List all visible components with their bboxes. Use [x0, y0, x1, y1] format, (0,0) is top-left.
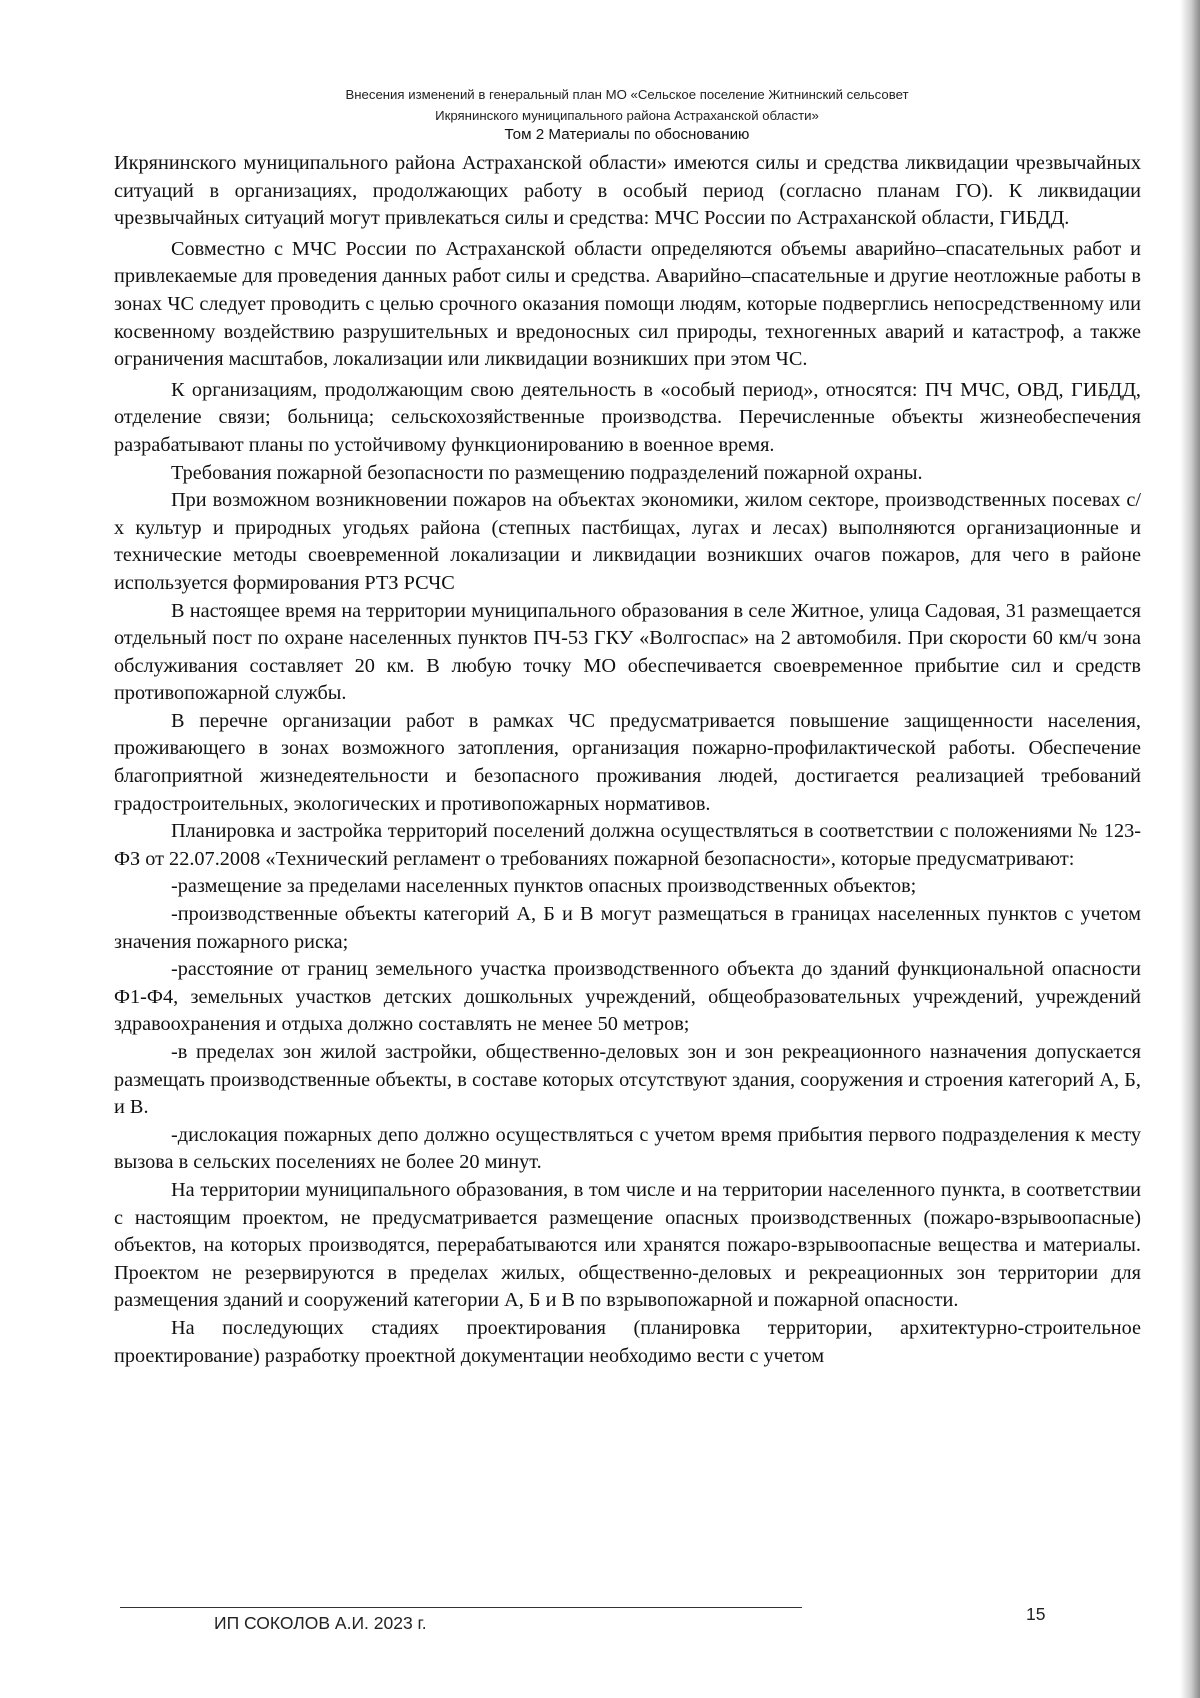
list-item-4: -в пределах зон жилой застройки, общественно-деловых зон и зон рекреационного назначения допускается размещать производственные объекты, в составе которых отсутствуют здания, сооружения и строения категорий А, Б, и В.: [114, 1041, 1141, 1119]
list-item-3: -расстояние от границ земельного участка производственного объекта до зданий функциональной опасности Ф1-Ф4, земельных участков детских дошкольных учреждений, общеобразовательных учреждений, учреждений здравоохранения и отдыха должно составлять не менее 50 метров;: [114, 958, 1141, 1036]
paragraph-5: При возможном возникновении пожаров на объектах экономики, жилом секторе, производственных посевах с/х культур и природных угодьях района (степных пастбищах, лугах и лесах) выполняются организационные и технические методы своевременной локализации и ликвидации возникших очагов пожаров, для чего в районе используется формирования РТЗ РСЧС: [114, 489, 1141, 594]
document-body: [114, 150, 1141, 1370]
paragraph-7: В перечне организации работ в рамках ЧС предусматривается повышение защищенности населения, проживающего в зонах возможного затопления, организация пожарно-профилактической работы. Обеспечение благоприятной жизнедеятельности и безопасного проживания людей, достигается реализацией требований градостроительных, экологических и противопожарных нормативов.: [114, 709, 1141, 815]
header-line-2: Икрянинского муниципального района Астраханской области»: [435, 108, 819, 123]
page-header: [112, 84, 1142, 144]
scan-page-edge: [1180, 0, 1200, 1698]
list-item-2: -производственные объекты категорий А, Б и В могут размещаться в границах населенных пунктов с учетом значения пожарного риска;: [114, 903, 1141, 953]
paragraph-6: В настоящее время на территории муниципального образования в селе Житное, улица Садовая, 31 размещается отдельный пост по охране населенных пунктов ПЧ-53 ГКУ «Волгоспас» на 2 автомобиля. При скорости 60 км/ч зона обслуживания составляет 20 км. В любую точку МО обеспечивается своевременное прибытие сил и средств противопожарной службы.: [114, 599, 1141, 705]
paragraph-1: Икрянинского муниципального района Астраханской области» имеются силы и средства ликвидации чрезвычайных ситуаций в организациях, продолжающих работу в особый период (согласно планам ГО). К ликвидации чрезвычайных ситуаций могут привлекаться силы и средства: МЧС России по Астраханской области, ГИБДД.: [114, 152, 1141, 230]
paragraph-4: Требования пожарной безопасности по размещению подразделений пожарной охраны.: [171, 461, 923, 484]
paragraph-10: На последующих стадиях проектирования (планировка территории, архитектурно-строительное проектирование) разработку проектной документации необходимо вести с учетом: [114, 1316, 1141, 1367]
header-volume-title: Том 2 Материалы по обоснованию: [504, 126, 750, 143]
list-item-5: -дислокация пожарных депо должно осуществляться с учетом время прибытия первого подразделения к месту вызова в сельских поселениях не более 20 минут.: [114, 1123, 1141, 1174]
page-number: 15: [1026, 1604, 1046, 1624]
paragraph-3: К организациям, продолжающим свою деятельность в «особый период», относятся: ПЧ МЧС, ОВД, ГИБДД, отделение связи; больница; сельскохозяйственные производства. Перечисленные объекты жизнеобеспечения разрабатывают планы по устойчивому функционированию в военное время.: [114, 378, 1141, 456]
header-line-1: Внесения изменений в генеральный план МО «Сельское поселение Житнинский сельсовет: [345, 87, 909, 102]
list-item-1: -размещение за пределами населенных пунктов опасных производственных объектов;: [171, 875, 917, 898]
footer-author: ИП СОКОЛОВ А.И. 2023 г.: [214, 1613, 427, 1633]
paragraph-8: Планировка и застройка территорий поселений должна осуществляться в соответствии с положениями № 123-ФЗ от 22.07.2008 «Технический регламент о требованиях пожарной безопасности», которые предусматривают:: [114, 820, 1141, 870]
paragraph-2: Совместно с МЧС России по Астраханской области определяются объемы аварийно–спасательных работ и привлекаемые для проведения данных работ силы и средства. Аварийно–спасательные и другие неотложные работы в зонах ЧС следует проводить с целью срочного оказания помощи людям, которые подверглись непосредственному или косвенному воздействию разрушительных и вредоносных сил природы, техногенных аварий и катастроф, а также ограничения масштабов, локализации или ликвидации возникших при этом ЧС.: [114, 237, 1141, 371]
footer-divider: [120, 1607, 802, 1608]
paragraph-9: На территории муниципального образования, в том числе и на территории населенного пункта, в соответствии с настоящим проектом, не предусматривается размещение опасных производственных (пожаро-взрывоопасные) объектов, на которых производятся, перерабатываются или хранятся пожаро-взрывоопасные вещества и материалы. Проектом не резервируются в пределах жилых, общественно-деловых и рекреационных зон территории для размещения зданий и сооружений категории А, Б и В по взрывопожарной и пожарной опасности.: [114, 1178, 1141, 1312]
